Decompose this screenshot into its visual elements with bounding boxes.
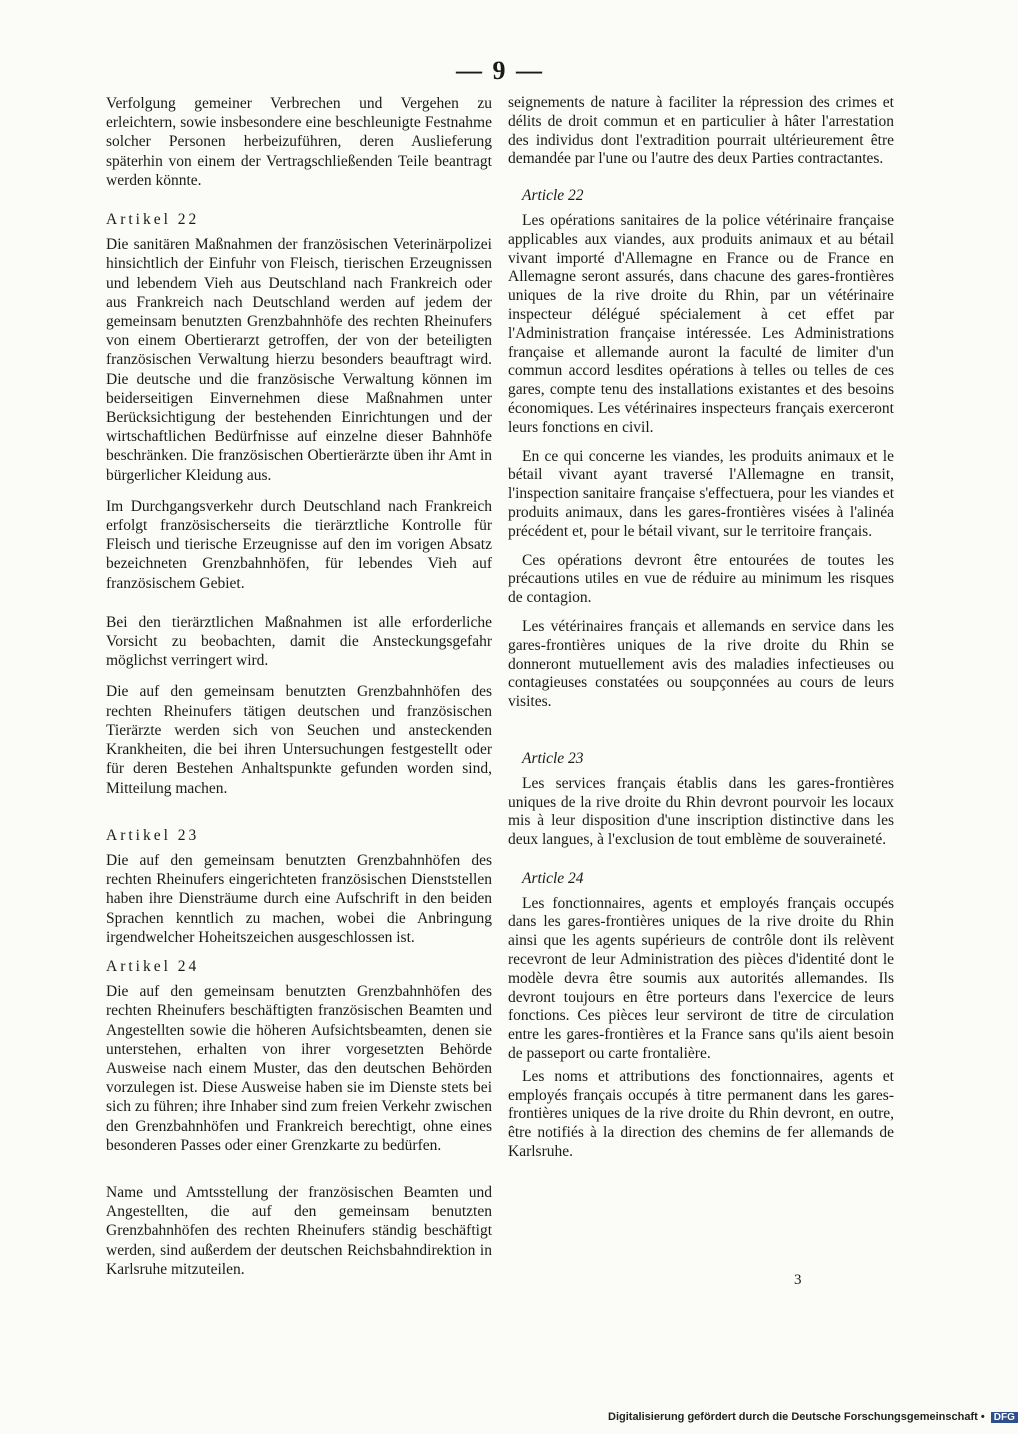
dfg-logo: DFG (991, 1412, 1018, 1423)
german-article-22-title: Artikel 22 (106, 211, 200, 229)
french-article-22-paragraph-1: Les opérations sanitaires de la police vétérinaire française applicables aux viandes, aux produits animaux et au bétail vivant importé d'Allemagne en France ou de France en Allemagne seront assurés, dans chacune des gares-frontières uniques de la rive droite du Rhin, par un vétérinaire inspecteur délégué spécialement à cet effet par l'Administration française intéressée. Les Administrations française et allemande auront la faculté de limiter d'un commun accord lesdites opérations à telles ou telles de ces gares, compte tenu des installations existantes et des besoins économiques. Les vétérinaires inspecteurs français exerceront leurs fonctions en civil. (508, 211, 894, 436)
signature-mark: 3 (794, 1272, 802, 1288)
german-intro-paragraph: Verfolgung gemeiner Verbrechen und Vergehen zu erleichtern, sowie insbesondere eine beschleunigte Festnahme solcher Personen herbeizuführen, deren Auslieferung späterhin von einem der Vertragschließenden Teile beantragt werden könnte. (106, 95, 492, 189)
french-article-22-paragraph-2: En ce qui concerne les viandes, les produits animaux et le bétail vivant ayant traversé l'Allemagne en transit, l'inspection sanitaire française s'effectuera, pour les viandes et produits animaux, dans les gares-frontières visées à l'alinéa précédent et, pour le bétail vivant, sur le territoire français. (508, 447, 894, 540)
german-article-22-paragraph-3: Bei den tierärztlichen Maßnahmen ist alle erforderliche Vorsicht zu beobachten, damit die Ansteckungsgefahr möglichst verringert wird. (106, 613, 492, 670)
french-article-22-title: Article 22 (522, 187, 584, 205)
german-article-24-title: Artikel 24 (106, 957, 200, 975)
german-article-23-paragraph-1: Die auf den gemeinsam benutzten Grenzbahnhöfen des rechten Rheinufers eingerichteten französischen Dienststellen haben ihre Diensträume durch eine Aufschrift in den beiden Sprachen kenntlich zu machen, wobei die Anbringung irgendwelcher Hoheitszeichen ausgeschlossen ist. (106, 851, 492, 946)
german-article-24-paragraph-2: Name und Amtsstellung der französischen Beamten und Angestellten, die auf den gemeinsam benutzten Grenzbahnhöfen des rechten Rheinufers ständig beschäftigt werden, sind außerdem der deutschen Reichsbahndirektion in Karlsruhe mitzuteilen. (106, 1183, 492, 1278)
german-article-24-paragraph-1: Die auf den gemeinsam benutzten Grenzbahnhöfen des rechten Rheinufers beschäftigten französischen Beamten und Angestellten sowie die höheren Aufsichtsbeamten, denen sie unterstehen, erhalten von ihrer vorgesetzten Behörde Ausweise nach einem Muster, das den deutschen Behörden vorzulegen ist. Diese Ausweise haben sie im Dienste stets bei sich zu führen; ihre Inhaber sind zum freien Verkehr zwischen den Grenzbahnhöfen und Frankreich berechtigt, ohne eines besonderen Passes oder einer Grenzkarte zu bedürfen. (106, 983, 492, 1154)
french-article-22-paragraph-4: Les vétérinaires français et allemands en service dans les gares-frontières uniques de la rive droite du Rhin se donneront mutuellement avis des maladies infectieuses ou contagieuses constatées ou soupçonnées au cours de leurs visites. (508, 617, 894, 711)
digitization-footer (608, 1411, 1018, 1423)
german-article-22-paragraph-4: Die auf den gemeinsam benutzten Grenzbahnhöfen des rechten Rheinufers tätigen deutschen und französischen Tierärzte werden sich von Seuchen und ansteckenden Krankheiten, die bei ihren Untersuchungen festgestellt oder für deren Bestehen Anhaltspunkte gefunden worden sind, Mitteilung machen. (106, 683, 492, 797)
french-article-22-paragraph-3: Ces opérations devront être entourées de toutes les précautions utiles en vue de réduire au minimum les risques de contagion. (508, 551, 894, 607)
french-column (508, 94, 894, 1162)
german-column (106, 94, 492, 1279)
footer-text: Digitalisierung gefördert durch die Deutsche Forschungsgemeinschaft • (608, 1411, 985, 1423)
french-intro-paragraph: seignements de nature à faciliter la répression des crimes et délits de droit commun et en particulier à hâter l'arrestation des individus dont l'extradition pourrait ultérieurement être demandée par l'une ou l'autre des deux Parties contractantes. (508, 94, 894, 168)
french-article-24-paragraph-1: Les fonctionnaires, agents et employés français occupés dans les gares-frontières uniques de la rive droite du Rhin ainsi que les agents supérieurs de contrôle dont ils relèvent recevront de leur Administration des pièces d'identité dont le modèle devra être soumis aux autorités allemandes. Ils devront toujours en être porteurs dans l'exercice de leurs fonctions. Ces pièces leur serviront de titre de circulation entre les gares-frontières et la France sans qu'ils aient besoin de passeport ou carte frontalière. (508, 894, 894, 1063)
french-article-24-title: Article 24 (522, 869, 584, 887)
french-article-24-paragraph-2: Les noms et attributions des fonctionnaires, agents et employés français occupés à titre permanent dans les gares-frontières uniques de la rive droite du Rhin devront, en outre, être notifiés à la direction des chemins de fer allemands de Karlsruhe. (508, 1067, 894, 1161)
german-article-22-paragraph-1: Die sanitären Maßnahmen der französischen Veterinärpolizei hinsichtlich der Einfuhr von Fleisch, tierischen Erzeugnissen und lebendem Vieh aus Deutschland nach Frankreich oder aus Frankreich nach Deutschland werden auf jedem der gemeinsam benutzten Grenzbahnhöfe des rechten Rheinufers von einem Obertierarzt getroffen, der von der beteiligten französischen Verwaltung hierzu besonders beauftragt wird. Die deutsche und die französische Verwaltung können im beiderseitigen Einvernehmen diese Maßnahmen unter Berücksichtigung der bestehenden Einrichtungen und der wirtschaftlichen Bedürfnisse auf einzelne dieser Bahnhöfe beschränken. Die französischen Obertierärzte üben ihr Amt in bürgerlicher Kleidung aus. (106, 236, 492, 484)
french-article-23-paragraph-1: Les services français établis dans les gares-frontières uniques de la rive droite du Rhin devront pourvoir les locaux mis à leur disposition d'une inscription distinctive dans les deux langues, à l'exclusion de tout emblème de souveraineté. (508, 774, 894, 849)
german-article-22-paragraph-2: Im Durchgangsverkehr durch Deutschland nach Frankreich erfolgt französischerseits die tierärztliche Kontrolle für Fleisch und tierische Erzeugnisse auf den im vorigen Absatz bezeichneten Grenzbahnhöfen, für lebendes Vieh auf französischem Gebiet. (106, 497, 492, 592)
page-number: — 9 — (456, 56, 544, 85)
german-article-23-title: Artikel 23 (106, 826, 200, 844)
french-article-23-title: Article 23 (522, 749, 584, 767)
